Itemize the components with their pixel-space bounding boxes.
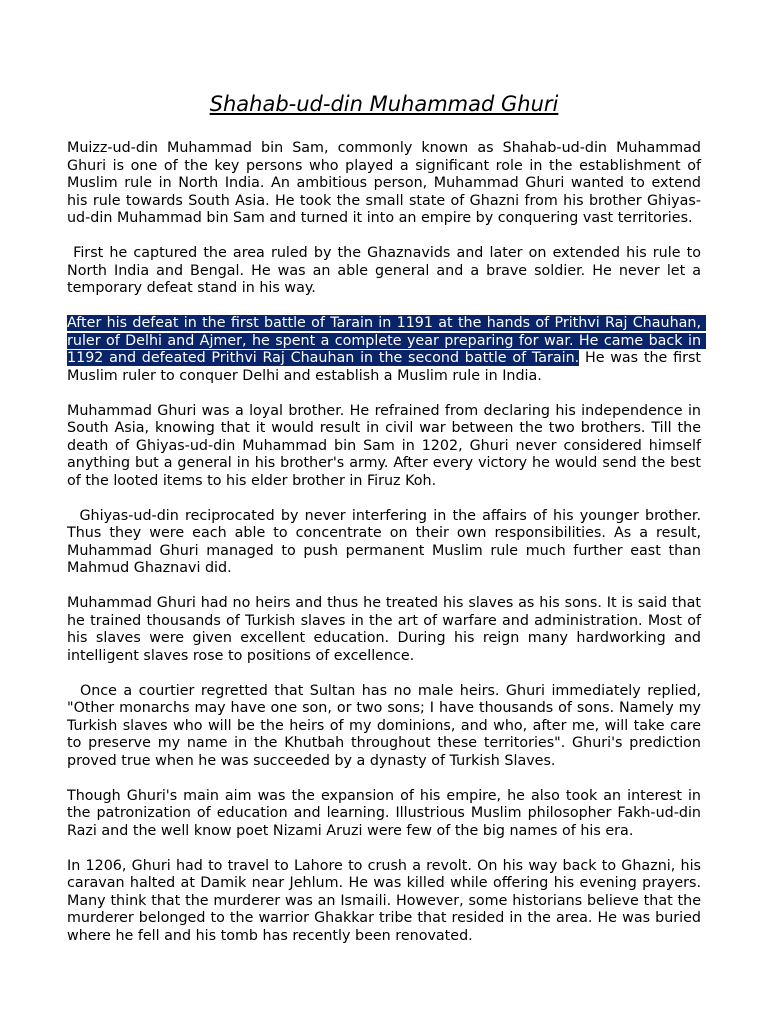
paragraph-patronage: Though Ghuri's main aim was the expansion of his empire, he also took an interest in the patronization of education and learning. Illustrious Muslim philosopher Fakh-ud-din Razi and the well know poet Nizami Aruzi were few of the big names of his era. <box>67 787 706 839</box>
paragraph-slaves: Muhammad Ghuri had no heirs and thus he treated his slaves as his sons. It is said that he trained thousands of Turkish slaves in the art of warfare and administration. Most of his slaves were given excellent education. During his reign many hardworking and intelligent slaves rose to positions of excellence. <box>67 595 706 664</box>
selected-text[interactable]: After his defeat in the first battle of Tarain in 1191 at the hands of Prithvi Raj Chauhan, ruler of Delhi and Ajmer, he spent a complete year preparing for war. He came back in 1192 and defeated Prithvi Raj Chauhan in the second battle of Tarain. <box>67 315 706 366</box>
paragraph-loyal-brother: Muhammad Ghuri was a loyal brother. He refrained from declaring his independence in South Asia, knowing that it would result in civil war between the two brothers. Till the death of Ghiyas-ud-din Muhammad bin Sam in 1202, Ghuri never considered himself anything but a general in his brother's army. After every victory he would send the best of the looted items to his elder brother in Firuz Koh. <box>67 402 706 489</box>
document-title: Shahab-ud-din Muhammad Ghuri <box>209 92 559 116</box>
paragraph-tarain-rest: He was the first Muslim ruler to conquer Delhi and establish a Muslim rule in India. <box>67 350 706 384</box>
paragraph-conquests: First he captured the area ruled by the Ghaznavids and later on extended his rule to North India and Bengal. He was an able general and a brave soldier. He never let a temporary defeat stand in his way. <box>67 245 706 296</box>
paragraph-courtier: Once a courtier regretted that Sultan has no male heirs. Ghuri immediately replied, "Other monarchs may have one son, or two sons; I have thousands of sons. Namely my Turkish slaves who will be the heirs of my dominions, and who, after me, will take care to preserve my name in the Khutbah throughout these territories". Ghuri's prediction proved true when he was succeeded by a dynasty of Turkish Slaves. <box>67 682 706 769</box>
paragraph-tarain <box>67 315 706 385</box>
paragraph-reciprocated: Ghiyas-ud-din reciprocated by never interfering in the affairs of his younger brother. Thus they were each able to concentrate on their own responsibilities. As a result, Muhammad Ghuri managed to push permanent Muslim rule much further east than Mahmud Ghaznavi did. <box>67 507 706 576</box>
document-body <box>67 140 706 945</box>
paragraph-death: In 1206, Ghuri had to travel to Lahore to crush a revolt. On his way back to Ghazni, his caravan halted at Damik near Jehlum. He was killed while offering his evening prayers. Many think that the murderer was an Ismaili. However, some historians believe that the murderer belonged to the warrior Ghakkar tribe that resided in the area. He was buried where he fell and his tomb has recently been renovated. <box>67 857 706 944</box>
paragraph-intro: Muizz-ud-din Muhammad bin Sam, commonly known as Shahab-ud-din Muhammad Ghuri is one of the key persons who played a significant role in the establishment of Muslim rule in North India. An ambitious person, Muhammad Ghuri wanted to extend his rule towards South Asia. He took the small state of Ghazni from his brother Ghiyas-ud-din Muhammad bin Sam and turned it into an empire by conquering vast territories. <box>67 140 706 226</box>
document-page <box>67 0 706 945</box>
